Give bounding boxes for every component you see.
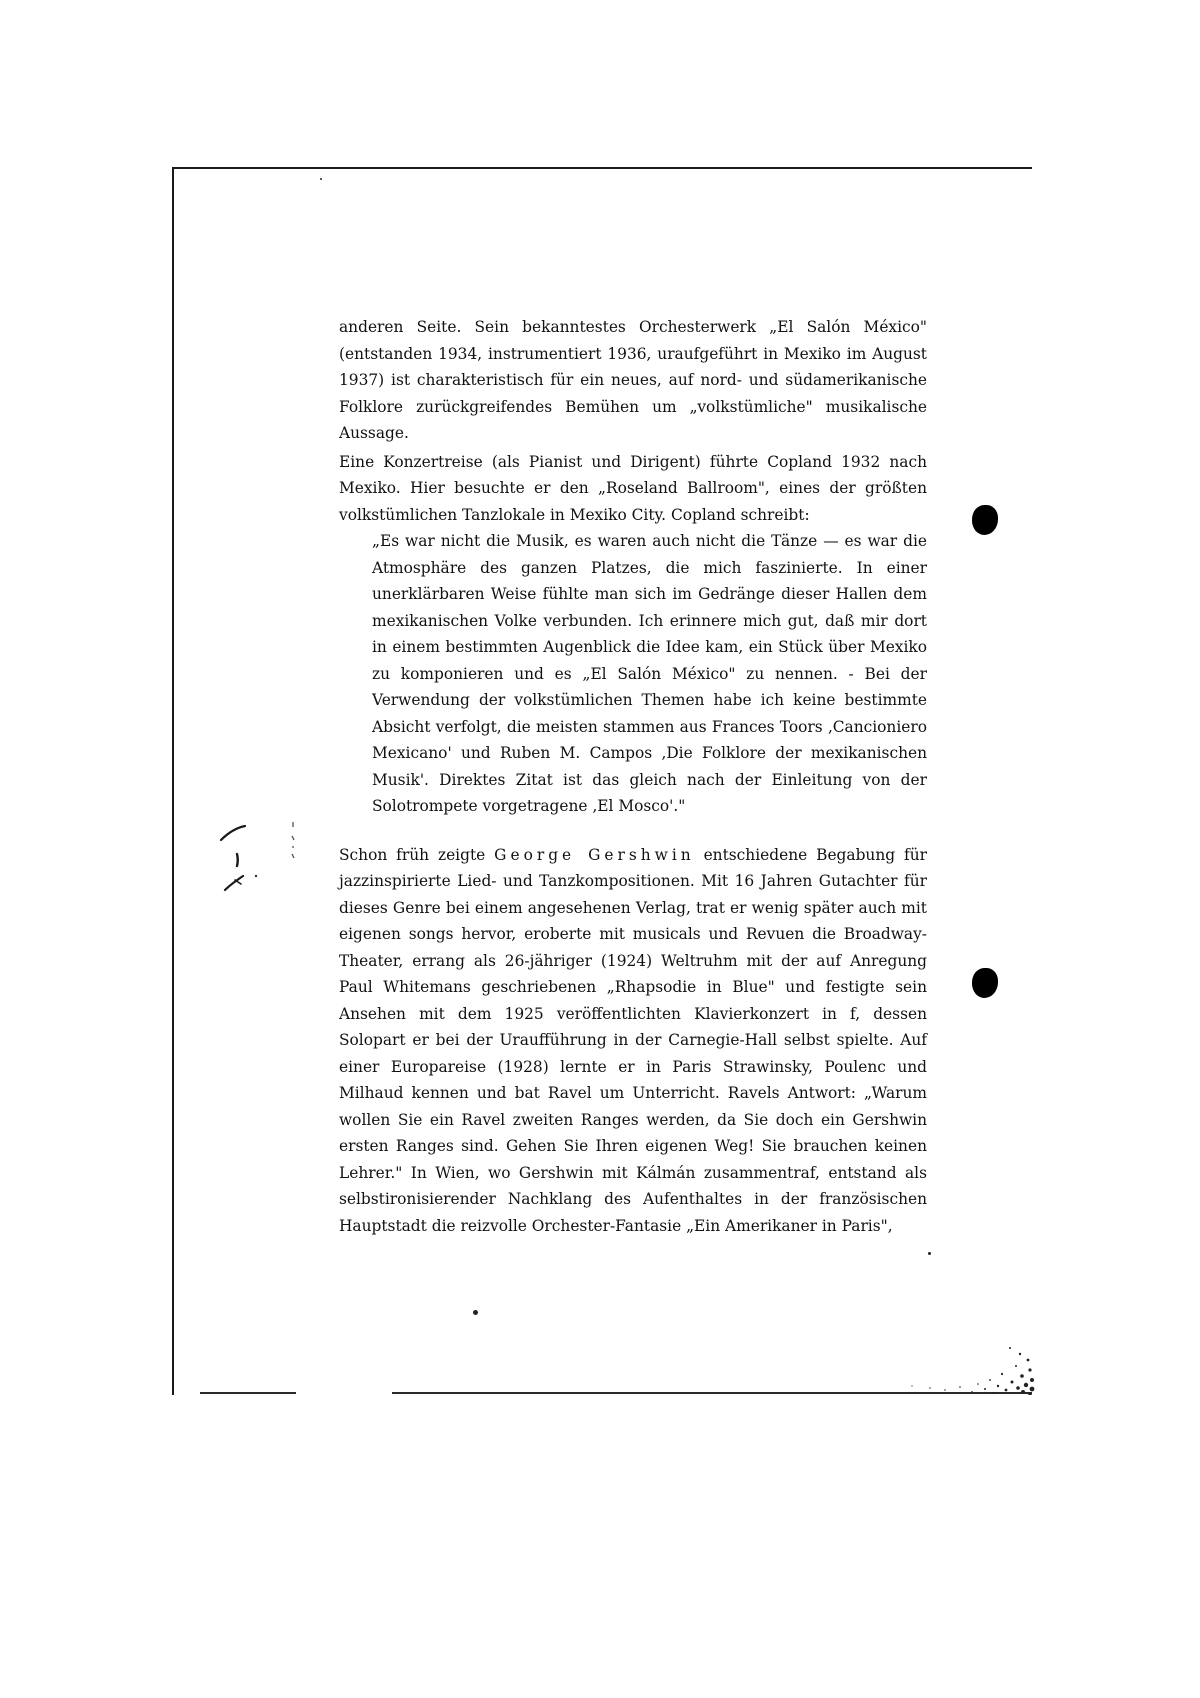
stray-ink-dot — [320, 178, 322, 180]
stray-ink-dot — [928, 1252, 931, 1255]
gershwin-name: George Gershwin — [494, 845, 695, 864]
page-frame-left-rule — [172, 167, 174, 1395]
scan-noise-speckles — [890, 1340, 1035, 1395]
gershwin-body-text: entschiedene Begabung für jazzinspirierte Lied- und Tanzkompositionen. Mit 16 Jahren Gutachter für dieses Genre bei einem angesehenen Verlag, trat er wenig später auch mit eigenen songs hervor, eroberte mit musicals und Revuen die Broadway-Theater, errang als 26-jähriger (1924) Weltruhm mit der auf Anregung Paul Whitemans geschriebenen „Rhapsodie in Blue" und festigte sein Ansehen mit dem 1925 veröffentlichten Klavierkonzert in f, dessen Solopart er bei der Uraufführung in der Carnegie-Hall selbst spielte. Auf einer Europareise (1928) lernte er in Paris Strawinsky, Poulenc und Milhaud kennen und bat Ravel um Unterricht. Ravels Antwort: „Warum wollen Sie ein Ravel zweiten Ranges werden, da Sie doch ein Gershwin ersten Ranges sind. Gehen Sie Ihren eigenen Weg! Sie brauchen keinen Lehrer." In Wien, wo Gershwin mit Kálmán zusammentraf, entstand als selbstironisierender Nachklang des Aufenthaltes in der französischen Hauptstadt die reizvolle Orchester-Fantasie „Ein Amerikaner in Paris", — [339, 845, 927, 1235]
paragraph-concert-tour: Eine Konzertreise (als Pianist und Dirigent) führte Copland 1932 nach Mexiko. Hier besuchte er den „Roseland Ballroom", eines der größten volkstümlichen Tanzlokale in Mexiko City. Copland schreibt: — [339, 452, 927, 524]
document-body — [339, 314, 927, 1239]
punch-hole-upper — [972, 505, 998, 535]
bottom-rule-left — [200, 1392, 296, 1394]
page-frame-top-rule — [172, 167, 1032, 169]
paragraph-gershwin — [339, 842, 927, 1240]
punch-hole-lower — [972, 968, 998, 998]
handwritten-margin-mark — [215, 818, 305, 898]
stray-ink-dot — [473, 1310, 478, 1315]
paragraph-el-salon-mexico: anderen Seite. Sein bekanntestes Orchesterwerk „El Salón México" (entstanden 1934, instrumentiert 1936, uraufgeführt in Mexiko im August 1937) ist charakteristisch für ein neues, auf nord- und südamerikanische Folklore zurückgreifendes Bemühen um „volkstümliche" musikalische Aussage. — [339, 318, 927, 442]
copland-quote: „Es war nicht die Musik, es waren auch nicht die Tänze — es war die Atmosphäre des ganzen Platzes, die mich faszinierte. In einer unerklärbaren Weise fühlte man sich im Gedränge dieser Hallen dem mexikanischen Volke verbunden. Ich erinnere mich gut, daß mir dort in einem bestimmten Augenblick die Idee kam, ein Stück über Mexiko zu komponieren und es „El Salón México" zu nennen. - Bei der Verwendung der volkstümlichen Themen habe ich keine bestimmte Absicht verfolgt, die meisten stammen aus Frances Toors ‚Cancioniero Mexicano' und Ruben M. Campos ‚Die Folklore der mexikanischen Musik'. Direktes Zitat ist das gleich nach der Einleitung von der Solotrompete vorgetragene ‚El Mosco'." — [372, 532, 927, 815]
gershwin-lead-text: Schon früh zeigte — [339, 845, 486, 864]
